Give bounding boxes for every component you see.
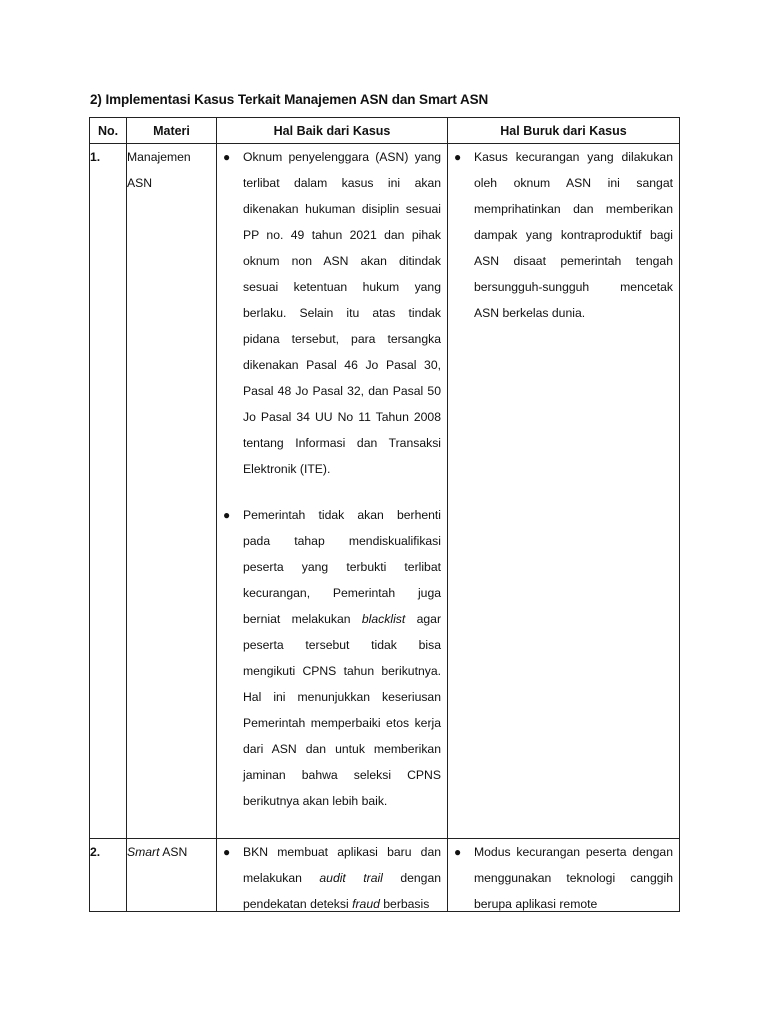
list-item [217, 502, 447, 814]
good-point-1: Oknum penyelenggara (ASN) yang terlibat dalam kasus ini akan dikenakan hukuman disiplin sesuai PP no. 49 tahun 2021 dan pihak oknum non ASN akan ditindak sesuai ketentuan hukum yang berlaku. Selain itu atas tindak pidana tersebut, para tersangka dikenakan Pasal 46 Jo Pasal 30, Pasal 48 Jo Pasal 32, dan Pasal 50 Jo Pasal 34 UU No 11 Tahun 2008 tentang Informasi dan Transaksi Elektronik (ITE). [243, 150, 441, 476]
good-point-italic-2: fraud [352, 897, 380, 911]
materi-rest: ASN [159, 845, 188, 859]
list-item [448, 839, 679, 911]
row-materi: Manajemen ASN [127, 144, 217, 839]
good-point-2-post: agar peserta tersebut tidak bisa mengikuti CPNS tahun berikutnya. Hal ini menunjukkan keseriusan Pemerintah memperbaiki etos kerja dari ASN dan untuk memberikan jaminan bahwa seleksi CPNS berikutnya akan lebih baik. [243, 612, 442, 808]
section-heading: 2) Implementasi Kasus Terkait Manajemen ASN dan Smart ASN [90, 92, 489, 107]
case-table [89, 117, 680, 912]
good-cell [217, 839, 448, 912]
row-materi [127, 839, 217, 912]
table-row [90, 839, 680, 912]
bullet-icon: ● [223, 845, 231, 859]
good-point-post: berbasis [379, 897, 430, 911]
header-good: Hal Baik dari Kasus [217, 118, 448, 144]
bullet-icon: ● [223, 508, 231, 522]
good-point-2-pre: Pemerintah tidak akan berhenti pada tahap mendiskualifikasi peserta yang terbukti terlibat kecurangan, Pemerintah juga berniat melakukan [243, 508, 441, 626]
list-item [217, 839, 447, 911]
bad-point-1: Kasus kecurangan yang dilakukan oleh oknum ASN ini sangat memprihatinkan dan memberikan dampak yang kontraproduktif bagi ASN disaat pemerintah tengah bersungguh-sungguh mencetak ASN berkelas dunia. [474, 150, 673, 320]
good-cell [217, 144, 448, 839]
bad-point: Modus kecurangan peserta dengan menggunakan teknologi canggih berupa aplikasi remote [474, 845, 673, 911]
bad-cell [448, 144, 680, 839]
bullet-icon: ● [454, 150, 462, 164]
header-materi: Materi [127, 118, 217, 144]
bullet-icon: ● [223, 150, 231, 164]
table-row [90, 144, 680, 839]
bullet-icon: ● [454, 845, 462, 859]
good-point-italic-1: audit trail [319, 871, 383, 885]
good-point-pre: BKN membuat aplikasi baru dan melakukan [243, 845, 441, 885]
header-bad: Hal Buruk dari Kasus [448, 118, 680, 144]
good-point-mid: dengan pendekatan deteksi [243, 871, 442, 911]
row-number: 1. [90, 144, 127, 839]
header-no: No. [90, 118, 127, 144]
materi-italic: Smart [127, 845, 160, 859]
list-item [448, 144, 679, 326]
table-header-row [90, 118, 680, 144]
row-number: 2. [90, 839, 127, 912]
list-item [217, 144, 447, 482]
good-point-2-italic: blacklist [361, 612, 406, 626]
bad-cell [448, 839, 680, 912]
